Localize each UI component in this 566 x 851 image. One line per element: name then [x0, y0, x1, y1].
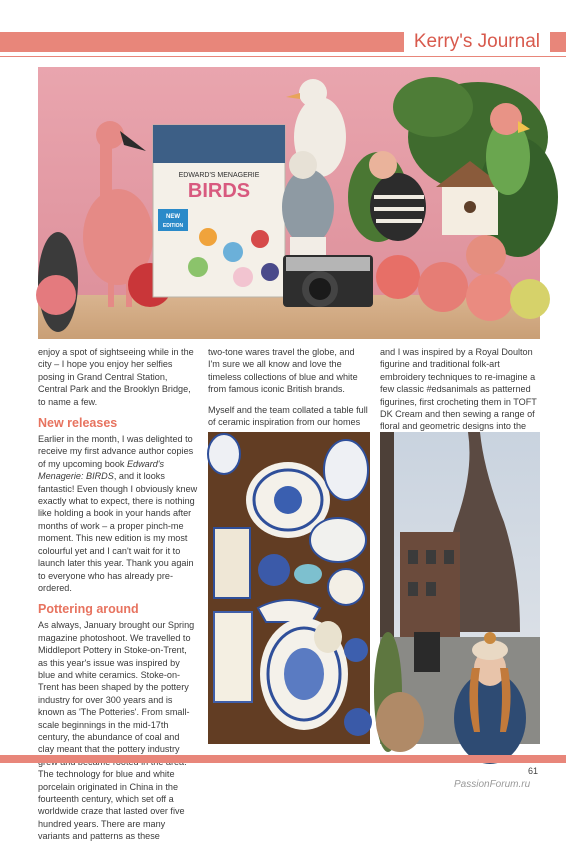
svg-text:BIRDS: BIRDS: [187, 180, 251, 202]
svg-text:EDITION: EDITION: [162, 223, 184, 229]
header-rule: [0, 56, 566, 57]
article-column-1: [38, 346, 198, 851]
book-title-italic: Edward's Menagerie: BIRDS: [38, 458, 165, 482]
hero-photo-crochet-birds: [38, 67, 540, 339]
footer-accent-bar: [0, 755, 566, 763]
column2-paragraph-1: two-tone wares travel the globe, and I'm sure we all know and love the timeless collections of blue and white from famous iconic British brands.: [208, 347, 358, 395]
photo-bottle-kiln-model: [380, 432, 540, 744]
svg-text:EDWARD'S MENAGERIE: EDWARD'S MENAGERIE: [178, 172, 260, 179]
page-number: 61: [528, 766, 539, 776]
column3-paragraph-1: and I was inspired by a Royal Doulton figurine and traditional folk-art embroidery techniques to re-imagine a few classic #edsanimals as patterned figurines, first crocheting them in TOFT DK Cream and then sewing a range of floral and geometric designs into the: [380, 347, 537, 432]
vintage-camera: [283, 255, 373, 307]
site-watermark: PassionForum.ru: [454, 779, 531, 790]
heading-new-releases: New releases: [38, 416, 118, 431]
section-title: Kerry's Journal: [404, 28, 550, 54]
pottering-paragraph: As always, January brought our Spring magazine photoshoot. We travelled to Middleport Pottery in Stoke-on-Trent, as this year's issue was inspired by blue and white ceramics. Stoke-on-Trent has been shaped by the pottery industry for over 300 years and is known as 'The Potteries'. From small-scale beginnings in the mid-17th century, the abundance of coal and clay meant that the pottery industry The technology for blue and white porcelain originated in China in the fourteenth century, which set off a worldwide craze that lasted over five hundred years. There are many variants and patterns as these: [38, 620, 195, 842]
new-releases-paragraph: Earlier in the month, I was delighted to receive my first advance author copies of my upcoming book Edward's Menagerie: BIRDS, and it looks fantastic! Even though I obviously knew exactly what to expect, there is nothing like holding a book in your hands after months of work – a proper pinch-me moment. This new edition is my most colourful yet and I can't wait for it to launch later this year. Thank you again to everyone who has already pre-ordered.: [38, 434, 198, 593]
book-cover: [153, 125, 285, 297]
svg-text:NEW: NEW: [166, 214, 180, 220]
heading-pottering-around: Pottering around: [38, 602, 139, 617]
article-column-2: [208, 346, 368, 436]
column2-paragraph-2: Myself and the team collated a table full of ceramic inspiration from our homes: [208, 404, 368, 428]
photo-blue-white-ceramics: [208, 432, 370, 744]
intro-paragraph: enjoy a spot of sightseeing while in the city – I hope you enjoy her selfies posing in Grand Central Station, Central Park and the Brooklyn Bridge, to name a few.: [38, 347, 194, 407]
